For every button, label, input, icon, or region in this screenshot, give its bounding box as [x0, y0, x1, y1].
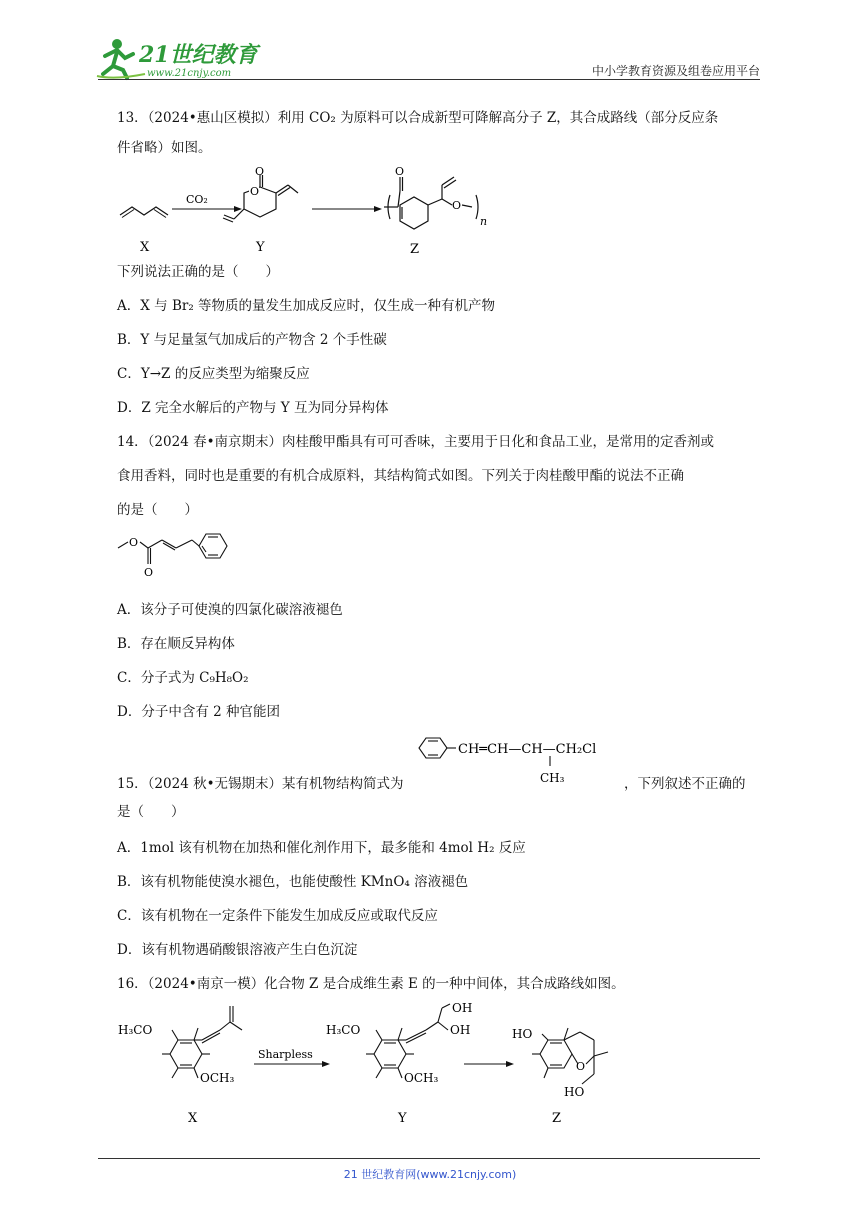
- y-och3: OCH₃: [404, 1071, 439, 1085]
- z-ho2: HO: [564, 1085, 585, 1099]
- label-z: Z: [552, 1111, 562, 1126]
- z-ho: HO: [512, 1027, 533, 1041]
- label-y: Y: [398, 1111, 407, 1126]
- q14-stem-line2: 食用香料，同时也是重要的有机合成原料，其结构简式如图。下列关于肉桂酸甲酯的说法不正确: [117, 468, 684, 484]
- y-structure: [366, 1004, 450, 1078]
- q14-option-c[interactable]: C．分子式为 C₉H₈O₂: [117, 670, 249, 686]
- q15-option-c[interactable]: C．该有机物在一定条件下能发生加成反应或取代反应: [117, 908, 438, 924]
- q13-option-a[interactable]: A．X 与 Br₂ 等物质的量发生加成反应时，仅生成一种有机产物: [117, 298, 496, 314]
- q13-prompt: 下列说法正确的是（ ）: [117, 264, 279, 280]
- reagent-co2: CO₂: [186, 193, 208, 206]
- z-o: O: [576, 1060, 586, 1073]
- svg-text:O: O: [395, 165, 405, 178]
- x-structure: [162, 1006, 242, 1078]
- q16-reaction-scheme: [112, 1000, 632, 1130]
- q14-option-a[interactable]: A．该分子可使溴的四氯化碳溶液褪色: [117, 602, 343, 618]
- logo-subtext: www.21cnjy.com: [147, 68, 232, 79]
- q16-stem-line1: 16．（2024•南京一模）化合物 Z 是合成维生素 E 的一种中间体，其合成路线如图。: [117, 976, 625, 992]
- q15-option-d[interactable]: D．该有机物遇硝酸银溶液产生白色沉淀: [117, 942, 358, 958]
- q15-option-b[interactable]: B．该有机物能使溴水褪色，也能使酸性 KMnO₄ 溶液褪色: [117, 874, 469, 890]
- y-oh2: OH: [450, 1023, 471, 1037]
- q15-option-a[interactable]: A．1mol 该有机物在加热和催化剂作用下，最多能和 4mol H₂ 反应: [117, 840, 526, 856]
- header-divider: [98, 79, 760, 80]
- label-z: Z: [410, 242, 420, 257]
- q13-reaction-scheme: [112, 163, 532, 263]
- q13-stem-line1: 13．（2024•惠山区模拟）利用 CO₂ 为原料可以合成新型可降解高分子 Z，其合成路线（部分反应条: [117, 110, 719, 126]
- q13-option-c[interactable]: C．Y→Z 的反应类型为缩聚反应: [117, 366, 310, 382]
- y-lactone-structure: [223, 175, 298, 222]
- x-och3: OCH₃: [200, 1071, 235, 1085]
- q15-stem-line1-right: ，下列叙述不正确的: [624, 776, 746, 792]
- platform-name: 中小学教育资源及组卷应用平台: [591, 64, 760, 78]
- label-n: n: [480, 215, 488, 228]
- q15-structure: [416, 732, 626, 790]
- q15-stem-line1-left: 15．（2024 秋•无锡期末）某有机物结构简式为: [117, 776, 404, 792]
- svg-text:O: O: [452, 199, 462, 212]
- x-h3co: H₃CO: [118, 1023, 153, 1037]
- footer-divider: [98, 1158, 760, 1159]
- logo-text: 21世纪教育: [139, 42, 258, 68]
- site-logo: [95, 36, 265, 82]
- y-oh1: OH: [452, 1001, 473, 1015]
- label-x: X: [188, 1111, 198, 1126]
- svg-text:O: O: [250, 185, 260, 198]
- q14-option-b[interactable]: B．存在顺反异构体: [117, 636, 235, 652]
- label-x: X: [140, 240, 150, 255]
- q13-stem-line2: 件省略）如图。: [117, 140, 212, 156]
- svg-text:O: O: [255, 165, 265, 178]
- q14-stem-line1: 14．（2024 春•南京期末）肉桂酸甲酯具有可可香味，主要用于日化和食品工业，是常用的定香剂或: [117, 434, 715, 450]
- label-y: Y: [256, 240, 265, 255]
- footer-text[interactable]: 21 世纪教育网(www.21cnjy.com): [343, 1168, 517, 1181]
- svg-text:O: O: [129, 536, 139, 549]
- y-h3co: H₃CO: [326, 1023, 361, 1037]
- z-polymer-structure: [384, 177, 478, 229]
- q14-option-d[interactable]: D．分子中含有 2 种官能团: [117, 704, 280, 720]
- svg-text:O: O: [144, 566, 154, 579]
- q15-stem-line2: 是（ ）: [117, 804, 185, 820]
- q15-formula-branch: CH₃: [540, 771, 565, 785]
- z-structure: [532, 1028, 608, 1084]
- q14-methyl-cinnamate-structure: [114, 528, 254, 588]
- q14-stem-line3: 的是（ ）: [117, 502, 198, 518]
- reagent-sharpless: Sharpless: [258, 1048, 313, 1061]
- q13-option-d[interactable]: D．Z 完全水解后的产物与 Y 互为同分异构体: [117, 400, 389, 416]
- q15-formula-main: CH═CH—CH—CH₂Cl: [458, 742, 597, 757]
- runner-logo-icon: [95, 36, 265, 82]
- q13-option-b[interactable]: B．Y 与足量氢气加成后的产物含 2 个手性碳: [117, 332, 387, 348]
